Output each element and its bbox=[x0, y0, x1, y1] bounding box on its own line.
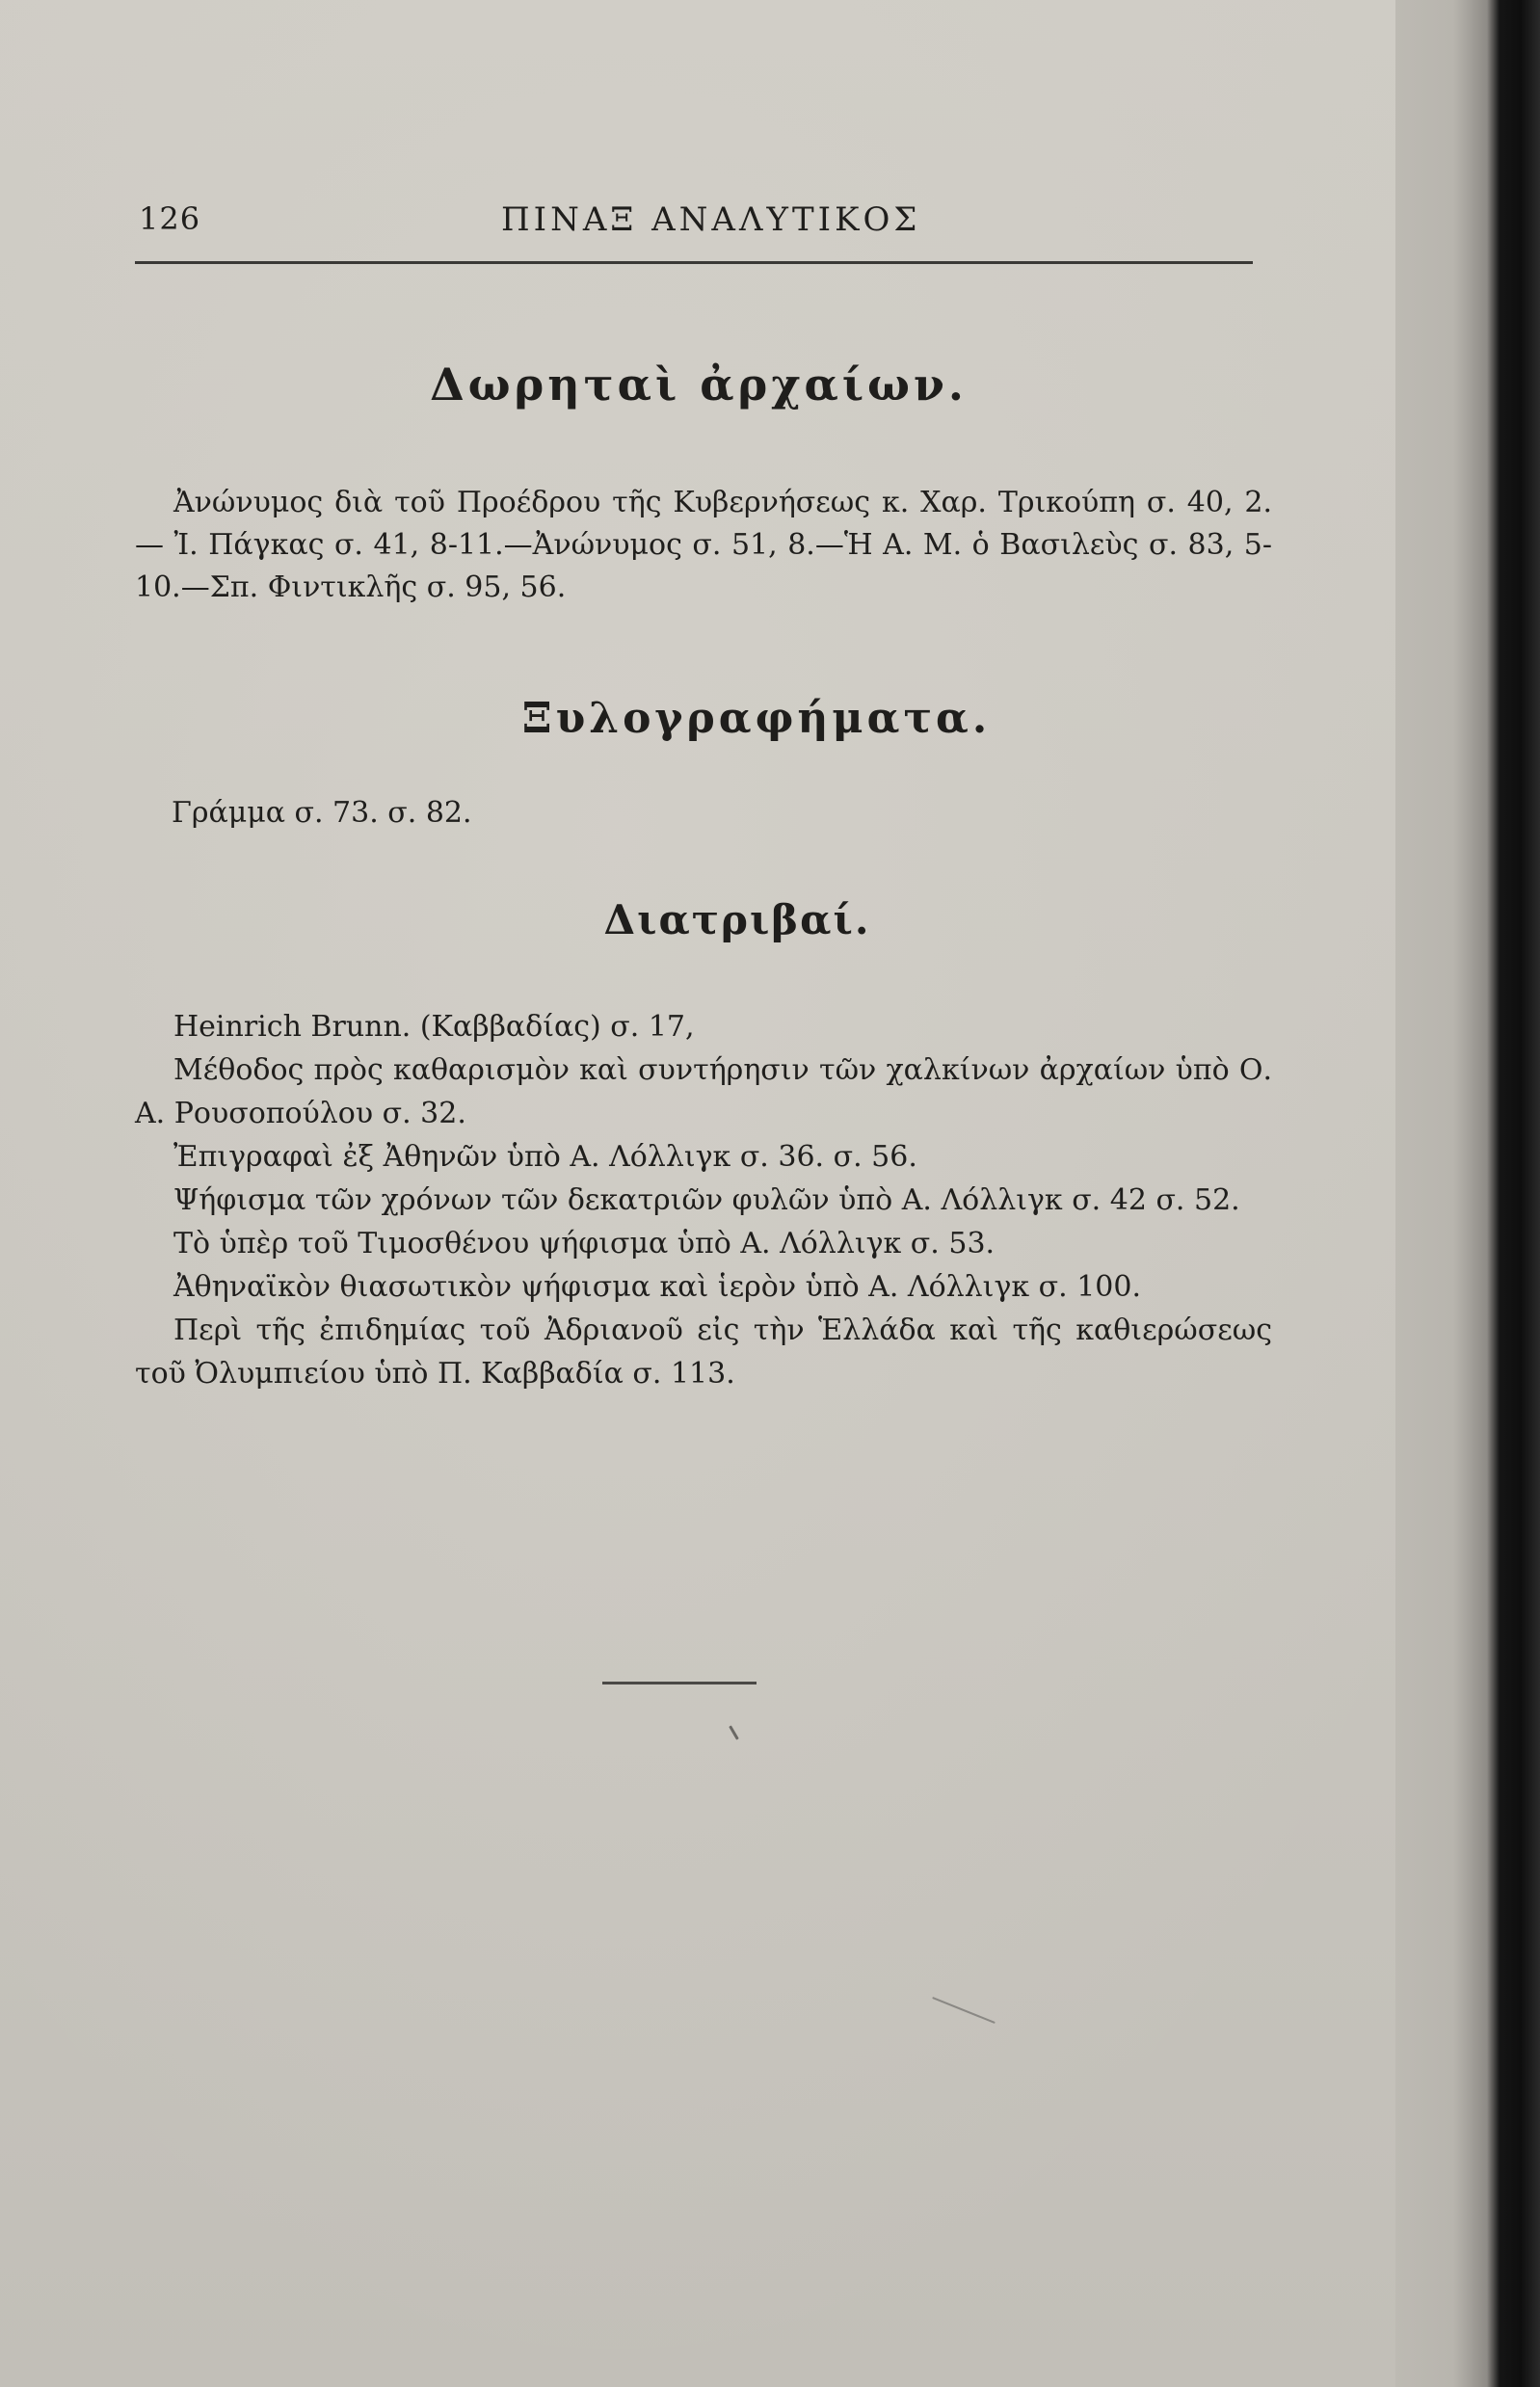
section-heading-diatrivai: Διατριβαί. bbox=[603, 896, 871, 943]
section-text-xylographimata: Γράμμα σ. 73. σ. 82. bbox=[172, 796, 472, 830]
list-item: Ψήφισμα τῶν χρόνων τῶν δεκατριῶν φυλῶν ὑπὸ Α. Λόλλιγκ σ. 42 σ. 52. bbox=[173, 1183, 1240, 1217]
section-text-dorea: Ἀνώνυμος διὰ τοῦ Προέδρου τῆς Κυβερνήσεως κ. Χαρ. Τρικούπη σ. 40, 2.— Ἰ. Πάγκας σ. 41, 8-11.—Ἀνώνυμος σ. 51, 8.—Ἡ Α. Μ. ὁ Βασιλεὺς σ. 83, 5-10.—Σπ. Φιντικλῆς σ. 95, 56. bbox=[135, 486, 1272, 604]
diatrivai-entry-list bbox=[135, 1005, 1272, 1395]
list-item: Heinrich Brunn. (Καββαδίας) σ. 17, bbox=[173, 1010, 695, 1044]
list-item: Ἐπιγραφαὶ ἐξ Ἀθηνῶν ὑπὸ Α. Λόλλιγκ σ. 36. σ. 56. bbox=[173, 1140, 917, 1174]
header-rule bbox=[135, 261, 1253, 264]
end-rule bbox=[602, 1682, 757, 1684]
section-heading-xylographimata: Ξυλογραφήματα. bbox=[521, 694, 992, 743]
ink-mark bbox=[729, 1725, 739, 1739]
ink-mark bbox=[932, 1997, 996, 2024]
section-heading-dorea: Δωρηταὶ ἀρχαίων. bbox=[430, 358, 968, 411]
list-item: Μέθοδος πρὸς καθαρισμὸν καὶ συντήρησιν τῶν χαλκίνων ἀρχαίων ὑπὸ Ο. Α. Ρουσοπούλου σ. 32. bbox=[135, 1053, 1272, 1130]
list-item: Περὶ τῆς ἐπιδημίας τοῦ Ἀδριανοῦ εἰς τὴν Ἑλλάδα καὶ τῆς καθιερώσεως τοῦ Ὀλυμπιείου ὑπὸ Π. Καββαδία σ. 113. bbox=[135, 1313, 1272, 1391]
running-head bbox=[135, 200, 1253, 249]
book-spine-shadow bbox=[1395, 0, 1540, 2387]
running-title: ΠΙΝΑΞ ΑΝΑΛΥΤΙΚΟΣ bbox=[501, 200, 921, 239]
page-number: 126 bbox=[139, 200, 201, 237]
list-item: Τὸ ὑπὲρ τοῦ Τιμοσθένου ψήφισμα ὑπὸ Α. Λόλλιγκ σ. 53. bbox=[173, 1227, 996, 1260]
list-item: Ἀθηναϊκὸν θιασωτικὸν ψήφισμα καὶ ἱερὸν ὑπὸ Α. Λόλλιγκ σ. 100. bbox=[173, 1270, 1142, 1304]
